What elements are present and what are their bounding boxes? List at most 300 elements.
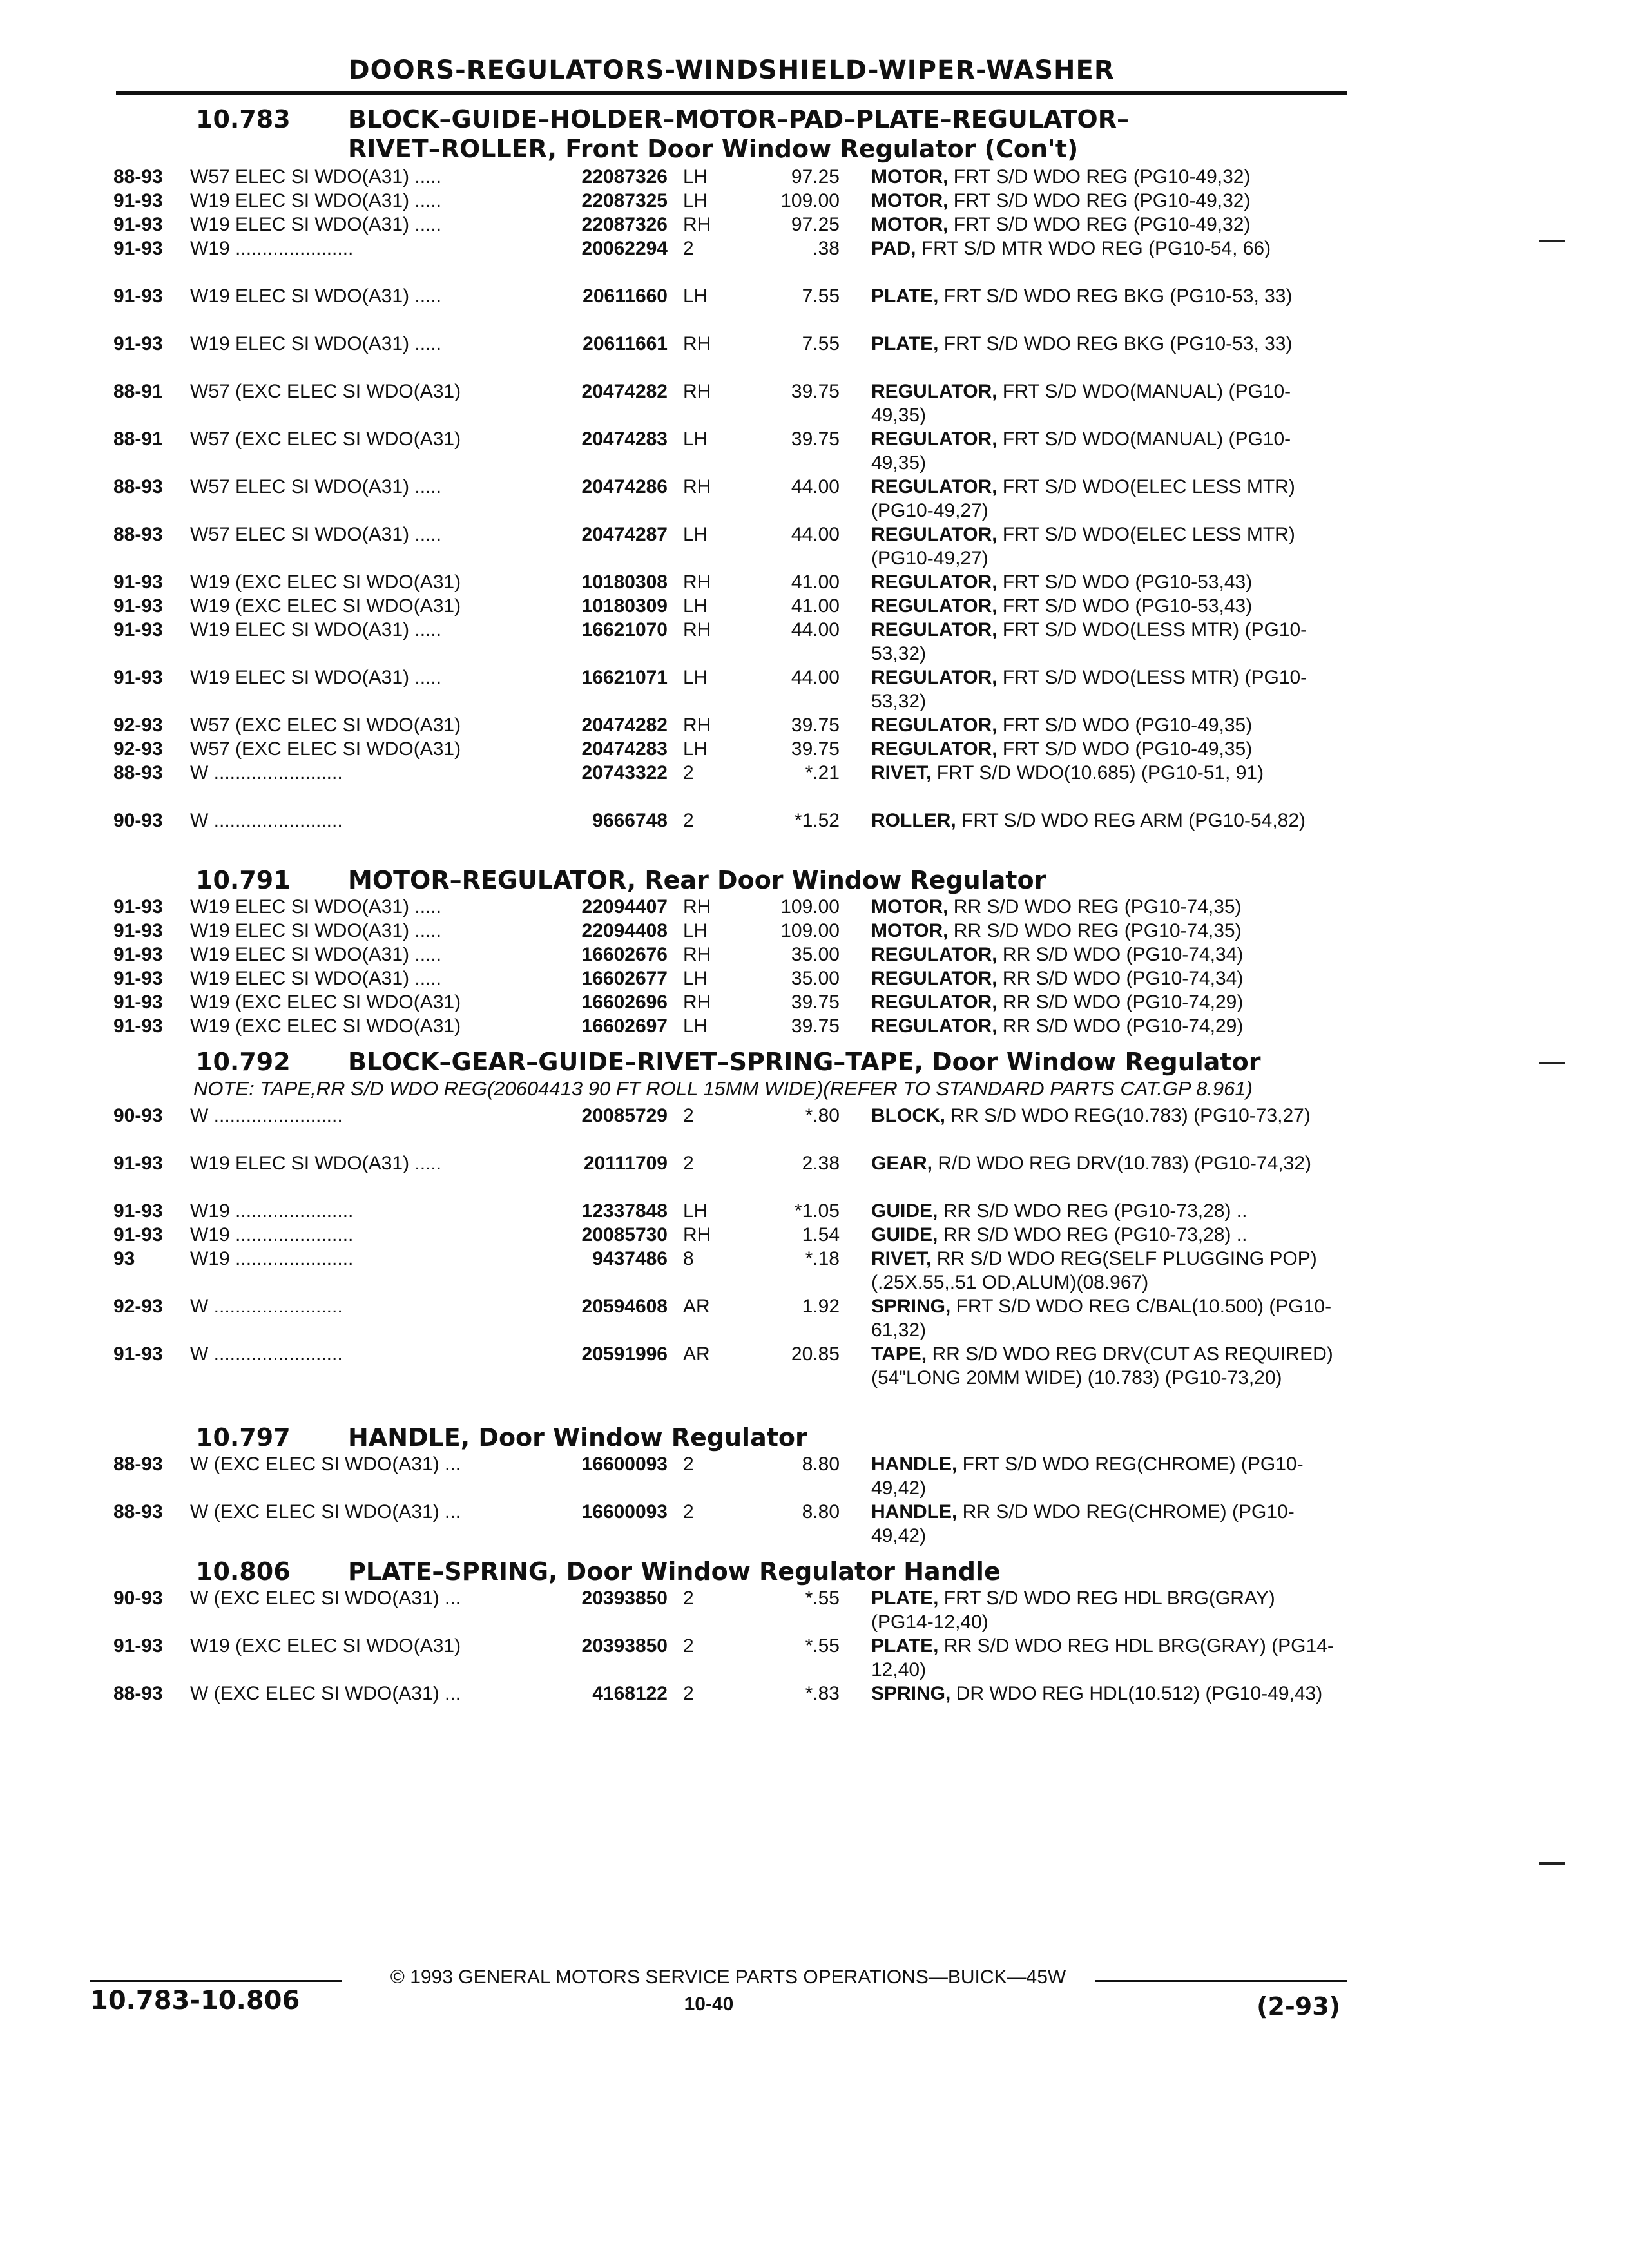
part-number: 10180308	[581, 572, 668, 593]
part-detail: FRT S/D WDO (PG10-49,35)	[997, 738, 1253, 760]
part-detail: FRT S/D WDO(ELEC LESS MTR) (PG10-49,27)	[871, 524, 1295, 569]
catalog-sections	[0, 104, 1629, 1729]
model-applicability: W19 ELEC SI WDO(A31) .....	[190, 944, 442, 965]
part-number: 16621070	[581, 619, 668, 640]
part-name: REGULATOR,	[871, 428, 998, 450]
model-applicability: W57 ELEC SI WDO(A31) .....	[190, 166, 442, 187]
model-years: 91-93	[113, 619, 163, 640]
part-detail: FRT S/D MTR WDO REG (PG10-54, 66)	[916, 238, 1271, 259]
part-number: 16602676	[581, 944, 668, 965]
part-number: 9437486	[592, 1248, 668, 1269]
part-row	[0, 1342, 1629, 1414]
model-years: 88-93	[113, 524, 163, 545]
model-years: 91-93	[113, 1224, 163, 1245]
part-number: 16602697	[581, 1015, 668, 1037]
part-number: 20474282	[581, 715, 668, 736]
quantity: LH	[683, 166, 708, 187]
quantity: RH	[683, 619, 711, 640]
part-detail: RR S/D WDO REG (PG10-74,35)	[948, 920, 1242, 941]
part-detail: RR S/D WDO (PG10-74,29)	[997, 992, 1244, 1013]
part-detail: RR S/D WDO REG (PG10-73,28) ..	[938, 1224, 1248, 1245]
part-description	[871, 189, 1342, 213]
part-detail: FRT S/D WDO REG (PG10-49,32)	[948, 214, 1251, 235]
part-name: HANDLE,	[871, 1454, 958, 1475]
price: 39.75	[791, 715, 840, 736]
model-years: 91-93	[113, 285, 163, 307]
part-description	[871, 1342, 1342, 1390]
section-title-line: HANDLE, Door Window Regulator	[348, 1423, 807, 1452]
part-description	[871, 332, 1342, 356]
quantity: 2	[683, 810, 694, 831]
part-row	[0, 427, 1629, 475]
model-years: 90-93	[113, 1588, 163, 1609]
margin-tick-mark	[1539, 240, 1565, 242]
part-name: REGULATOR,	[871, 715, 998, 736]
part-number: 16600093	[581, 1501, 668, 1523]
part-description	[871, 427, 1342, 475]
part-name: MOTOR,	[871, 166, 949, 187]
part-detail: FRT S/D WDO REG(CHROME) (PG10-49,42)	[871, 1454, 1304, 1499]
page-header: DOORS-REGULATORS-WINDSHIELD-WIPER-WASHER	[348, 55, 1115, 85]
price: 97.25	[791, 214, 840, 235]
part-name: TAPE,	[871, 1343, 927, 1365]
quantity: LH	[683, 920, 708, 941]
part-number: 16600093	[581, 1454, 668, 1475]
quantity: 8	[683, 1248, 694, 1269]
part-name: PLATE,	[871, 285, 939, 307]
part-row	[0, 523, 1629, 570]
price: 44.00	[791, 667, 840, 688]
part-description	[871, 966, 1342, 990]
quantity: LH	[683, 595, 708, 617]
model-applicability: W19 ......................	[190, 1248, 354, 1269]
part-detail: FRT S/D WDO REG BKG (PG10-53, 33)	[938, 285, 1293, 307]
part-number: 22094408	[581, 920, 668, 941]
quantity: RH	[683, 214, 711, 235]
part-name: BLOCK,	[871, 1105, 945, 1126]
part-number: 16602677	[581, 968, 668, 989]
section-title-line: PLATE–SPRING, Door Window Regulator Handle	[348, 1557, 1001, 1586]
part-description	[871, 1452, 1342, 1500]
part-name: SPRING,	[871, 1683, 951, 1704]
section-title	[348, 1423, 1340, 1452]
model-applicability: W19 ELEC SI WDO(A31) .....	[190, 190, 442, 211]
part-description	[871, 1199, 1342, 1223]
part-number: 20611661	[583, 333, 668, 354]
price: 97.25	[791, 166, 840, 187]
quantity: LH	[683, 524, 708, 545]
quantity: LH	[683, 968, 708, 989]
part-description	[871, 236, 1342, 260]
price: 39.75	[791, 992, 840, 1013]
section-title	[348, 1047, 1340, 1077]
quantity: RH	[683, 992, 711, 1013]
model-years: 91-93	[113, 968, 163, 989]
model-years: 88-93	[113, 1683, 163, 1704]
part-row	[0, 1682, 1629, 1729]
part-description	[871, 895, 1342, 919]
part-detail: RR S/D WDO (PG10-74,34)	[997, 968, 1244, 989]
part-detail: FRT S/D WDO (PG10-49,35)	[997, 715, 1253, 736]
part-detail: FRT S/D WDO(ELEC LESS MTR) (PG10-49,27)	[871, 476, 1295, 521]
section-number: 10.797	[196, 1423, 291, 1452]
price: 7.55	[802, 285, 840, 307]
quantity: RH	[683, 476, 711, 497]
part-number: 20085729	[581, 1105, 668, 1126]
part-row	[0, 1151, 1629, 1199]
part-name: PLATE,	[871, 333, 939, 354]
part-row	[0, 1199, 1629, 1223]
quantity: 2	[683, 238, 694, 259]
price: 44.00	[791, 476, 840, 497]
footer-rule-left	[90, 1980, 342, 1982]
quantity: 2	[683, 1454, 694, 1475]
part-row	[0, 332, 1629, 380]
part-description	[871, 943, 1342, 966]
part-row	[0, 1294, 1629, 1342]
part-description	[871, 919, 1342, 943]
part-description	[871, 1104, 1342, 1128]
part-description	[871, 1247, 1342, 1294]
model-applicability: W19 ELEC SI WDO(A31) .....	[190, 333, 442, 354]
part-number: 20611660	[583, 285, 668, 307]
part-description	[871, 570, 1342, 594]
price: 39.75	[791, 1015, 840, 1037]
model-applicability: W19 ELEC SI WDO(A31) .....	[190, 285, 442, 307]
part-number: 4168122	[592, 1683, 668, 1704]
part-detail: RR S/D WDO REG(10.783) (PG10-73,27)	[945, 1105, 1311, 1126]
model-years: 88-91	[113, 381, 163, 402]
model-applicability: W57 (EXC ELEC SI WDO(A31)	[190, 381, 461, 402]
section-heading	[0, 1557, 1629, 1586]
part-description	[871, 713, 1342, 737]
part-detail: DR WDO REG HDL(10.512) (PG10-49,43)	[950, 1683, 1323, 1704]
section-heading	[0, 104, 1629, 165]
model-applicability: W19 ......................	[190, 1200, 354, 1222]
part-name: ROLLER,	[871, 810, 956, 831]
price: 2.38	[802, 1153, 840, 1174]
quantity: 2	[683, 1105, 694, 1126]
section-title-line: MOTOR–REGULATOR, Rear Door Window Regulator	[348, 866, 1046, 894]
part-detail: FRT S/D WDO REG C/BAL(10.500) (PG10-61,32)	[871, 1296, 1332, 1341]
price: 7.55	[802, 333, 840, 354]
part-description	[871, 213, 1342, 236]
price: *1.05	[794, 1200, 840, 1222]
price: 39.75	[791, 381, 840, 402]
part-name: MOTOR,	[871, 896, 949, 918]
part-detail: RR S/D WDO REG (PG10-74,35)	[948, 896, 1242, 918]
part-row	[0, 1223, 1629, 1247]
model-applicability: W57 (EXC ELEC SI WDO(A31)	[190, 715, 461, 736]
part-name: REGULATOR,	[871, 944, 998, 965]
model-years: 92-93	[113, 1296, 163, 1317]
section-heading	[0, 865, 1629, 895]
part-number: 20085730	[581, 1224, 668, 1245]
price: 39.75	[791, 738, 840, 760]
part-name: MOTOR,	[871, 214, 949, 235]
model-years: 91-93	[113, 1343, 163, 1365]
model-applicability: W ........................	[190, 1343, 343, 1365]
footer-copyright: © 1993 GENERAL MOTORS SERVICE PARTS OPERATIONS—BUICK—45W	[390, 1966, 1066, 1988]
price: 35.00	[791, 944, 840, 965]
part-detail: R/D WDO REG DRV(10.783) (PG10-74,32)	[932, 1153, 1311, 1174]
model-years: 91-93	[113, 667, 163, 688]
quantity: LH	[683, 285, 708, 307]
part-detail: FRT S/D WDO (PG10-53,43)	[997, 572, 1253, 593]
price: *1.52	[794, 810, 840, 831]
part-number: 10180309	[581, 595, 668, 617]
section-title-line: RIVET–ROLLER, Front Door Window Regulator (Con't)	[348, 135, 1079, 163]
footer-date-code: (2-93)	[1257, 1992, 1340, 2021]
model-years: 91-93	[113, 595, 163, 617]
part-number: 20111709	[583, 1153, 668, 1174]
margin-tick-mark	[1539, 1862, 1565, 1865]
part-description	[871, 1223, 1342, 1247]
model-applicability: W57 ELEC SI WDO(A31) .....	[190, 476, 442, 497]
part-number: 20743322	[581, 762, 668, 783]
model-years: 92-93	[113, 738, 163, 760]
price: 1.92	[802, 1296, 840, 1317]
part-description	[871, 594, 1342, 618]
part-row	[0, 380, 1629, 427]
quantity: LH	[683, 1015, 708, 1037]
part-row	[0, 165, 1629, 189]
part-number: 22087325	[581, 190, 668, 211]
model-applicability: W19 ELEC SI WDO(A31) .....	[190, 619, 442, 640]
part-row	[0, 1247, 1629, 1294]
part-name: RIVET,	[871, 1248, 932, 1269]
part-detail: RR S/D WDO (PG10-74,34)	[997, 944, 1244, 965]
part-row	[0, 895, 1629, 919]
model-years: 91-93	[113, 944, 163, 965]
part-row	[0, 1014, 1629, 1038]
part-number: 20393850	[581, 1635, 668, 1657]
part-row	[0, 1104, 1629, 1151]
part-description	[871, 1586, 1342, 1634]
part-row	[0, 1586, 1629, 1634]
part-row	[0, 236, 1629, 284]
section-note: NOTE: TAPE,RR S/D WDO REG(20604413 90 FT ROLL 15MM WIDE)(REFER TO STANDARD PARTS CAT.GP 8.961)	[193, 1077, 1253, 1100]
part-row	[0, 990, 1629, 1014]
part-row	[0, 1634, 1629, 1682]
part-detail: RR S/D WDO REG DRV(CUT AS REQUIRED)(54"LONG 20MM WIDE) (10.783) (PG10-73,20)	[871, 1343, 1333, 1389]
part-detail: FRT S/D WDO REG BKG (PG10-53, 33)	[938, 333, 1293, 354]
part-description	[871, 1014, 1342, 1038]
model-years: 91-93	[113, 214, 163, 235]
part-description	[871, 1682, 1342, 1706]
model-applicability: W19 ......................	[190, 238, 354, 259]
part-number: 20591996	[581, 1343, 668, 1365]
part-detail: FRT S/D WDO (PG10-53,43)	[997, 595, 1253, 617]
part-description	[871, 165, 1342, 189]
part-row	[0, 284, 1629, 332]
section-number: 10.783	[196, 105, 291, 133]
part-detail: FRT S/D WDO REG HDL BRG(GRAY) (PG14-12,40)	[871, 1588, 1275, 1633]
quantity: LH	[683, 1200, 708, 1222]
model-years: 88-93	[113, 1501, 163, 1523]
quantity: LH	[683, 428, 708, 450]
part-name: REGULATOR,	[871, 381, 998, 402]
part-row	[0, 570, 1629, 594]
part-number: 20474282	[581, 381, 668, 402]
part-detail: FRT S/D WDO(MANUAL) (PG10-49,35)	[871, 428, 1291, 474]
part-detail: FRT S/D WDO REG (PG10-49,32)	[948, 190, 1251, 211]
part-detail: FRT S/D WDO(10.685) (PG10-51, 91)	[931, 762, 1264, 783]
part-detail: RR S/D WDO REG(CHROME) (PG10-49,42)	[871, 1501, 1295, 1546]
quantity: RH	[683, 381, 711, 402]
model-years: 88-91	[113, 428, 163, 450]
price: 41.00	[791, 595, 840, 617]
price: *.83	[805, 1683, 840, 1704]
margin-tick-mark	[1539, 1062, 1565, 1064]
part-detail: FRT S/D WDO(LESS MTR) (PG10-53,32)	[871, 667, 1307, 712]
part-number: 16621071	[581, 667, 668, 688]
part-description	[871, 523, 1342, 570]
model-years: 88-93	[113, 476, 163, 497]
part-description	[871, 666, 1342, 713]
price: 8.80	[802, 1454, 840, 1475]
part-description	[871, 475, 1342, 523]
part-name: GEAR,	[871, 1153, 933, 1174]
model-applicability: W19 (EXC ELEC SI WDO(A31)	[190, 595, 461, 617]
quantity: 2	[683, 1635, 694, 1657]
model-applicability: W (EXC ELEC SI WDO(A31) ...	[190, 1454, 461, 1475]
header-rule	[116, 91, 1347, 95]
model-applicability: W ........................	[190, 1296, 343, 1317]
model-years: 91-93	[113, 333, 163, 354]
section-heading	[0, 1047, 1629, 1077]
part-description	[871, 1151, 1342, 1175]
part-name: HANDLE,	[871, 1501, 958, 1523]
quantity: 2	[683, 1683, 694, 1704]
footer-rule-right	[1095, 1980, 1347, 1982]
section-title	[348, 865, 1340, 895]
model-years: 91-93	[113, 920, 163, 941]
section-number: 10.806	[196, 1557, 291, 1586]
part-row	[0, 966, 1629, 990]
price: *.21	[805, 762, 840, 783]
price: 44.00	[791, 524, 840, 545]
part-name: REGULATOR,	[871, 595, 998, 617]
part-description	[871, 809, 1342, 832]
part-row	[0, 213, 1629, 236]
quantity: 2	[683, 762, 694, 783]
part-description	[871, 618, 1342, 666]
part-row	[0, 189, 1629, 213]
model-applicability: W19 (EXC ELEC SI WDO(A31)	[190, 1015, 461, 1037]
part-name: REGULATOR,	[871, 667, 998, 688]
part-number: 20594608	[581, 1296, 668, 1317]
part-name: SPRING,	[871, 1296, 951, 1317]
model-applicability: W (EXC ELEC SI WDO(A31) ...	[190, 1501, 461, 1523]
price: *.80	[805, 1105, 840, 1126]
quantity: LH	[683, 738, 708, 760]
part-name: REGULATOR,	[871, 619, 998, 640]
model-applicability: W19 (EXC ELEC SI WDO(A31)	[190, 1635, 461, 1657]
section-title	[348, 1557, 1340, 1586]
section-number: 10.792	[196, 1048, 291, 1076]
part-name: RIVET,	[871, 762, 932, 783]
part-number: 20474283	[581, 428, 668, 450]
part-row	[0, 737, 1629, 761]
part-detail: RR S/D WDO (PG10-74,29)	[997, 1015, 1244, 1037]
part-description	[871, 380, 1342, 427]
part-description	[871, 737, 1342, 761]
part-number: 16602696	[581, 992, 668, 1013]
price: 39.75	[791, 428, 840, 450]
section-title-line: BLOCK–GUIDE–HOLDER–MOTOR–PAD–PLATE–REGULATOR–	[348, 105, 1129, 133]
part-name: REGULATOR,	[871, 572, 998, 593]
price: 20.85	[791, 1343, 840, 1365]
part-row	[0, 594, 1629, 618]
part-description	[871, 761, 1342, 785]
quantity: RH	[683, 896, 711, 918]
part-row	[0, 809, 1629, 856]
part-number: 20474287	[581, 524, 668, 545]
part-row	[0, 761, 1629, 809]
section-title-line: BLOCK–GEAR–GUIDE–RIVET–SPRING–TAPE, Door Window Regulator	[348, 1048, 1261, 1076]
price: 44.00	[791, 619, 840, 640]
quantity: LH	[683, 190, 708, 211]
part-description	[871, 1500, 1342, 1548]
part-row	[0, 713, 1629, 737]
price: 41.00	[791, 572, 840, 593]
part-number: 22094407	[581, 896, 668, 918]
quantity: RH	[683, 944, 711, 965]
section-number: 10.791	[196, 866, 291, 894]
price: 8.80	[802, 1501, 840, 1523]
model-years: 91-93	[113, 238, 163, 259]
model-applicability: W57 ELEC SI WDO(A31) .....	[190, 524, 442, 545]
model-applicability: W19 ELEC SI WDO(A31) .....	[190, 667, 442, 688]
model-applicability: W19 ELEC SI WDO(A31) .....	[190, 968, 442, 989]
part-number: 12337848	[581, 1200, 668, 1222]
footer-section-range: 10.783-10.806	[90, 1986, 300, 2015]
price: 1.54	[802, 1224, 840, 1245]
part-row	[0, 943, 1629, 966]
part-name: REGULATOR,	[871, 968, 998, 989]
price: 109.00	[780, 190, 840, 211]
model-applicability: W ........................	[190, 810, 343, 831]
part-description	[871, 1634, 1342, 1682]
model-applicability: W19 ELEC SI WDO(A31) .....	[190, 896, 442, 918]
part-name: PAD,	[871, 238, 916, 259]
part-row	[0, 618, 1629, 666]
part-detail: FRT S/D WDO(LESS MTR) (PG10-53,32)	[871, 619, 1307, 664]
part-row	[0, 1452, 1629, 1500]
model-years: 91-93	[113, 896, 163, 918]
part-number: 20474286	[581, 476, 668, 497]
part-name: MOTOR,	[871, 190, 949, 211]
part-row	[0, 919, 1629, 943]
quantity: RH	[683, 333, 711, 354]
quantity: AR	[683, 1343, 710, 1365]
model-applicability: W57 (EXC ELEC SI WDO(A31)	[190, 738, 461, 760]
part-row	[0, 1500, 1629, 1548]
model-applicability: W57 (EXC ELEC SI WDO(A31)	[190, 428, 461, 450]
quantity: RH	[683, 715, 711, 736]
part-number: 20474283	[581, 738, 668, 760]
part-name: GUIDE,	[871, 1200, 938, 1222]
model-years: 91-93	[113, 1153, 163, 1174]
quantity: RH	[683, 1224, 711, 1245]
part-description	[871, 1294, 1342, 1342]
section-title	[348, 104, 1340, 164]
part-name: REGULATOR,	[871, 738, 998, 760]
model-years: 88-93	[113, 762, 163, 783]
part-name: REGULATOR,	[871, 524, 998, 545]
price: *.55	[805, 1635, 840, 1657]
